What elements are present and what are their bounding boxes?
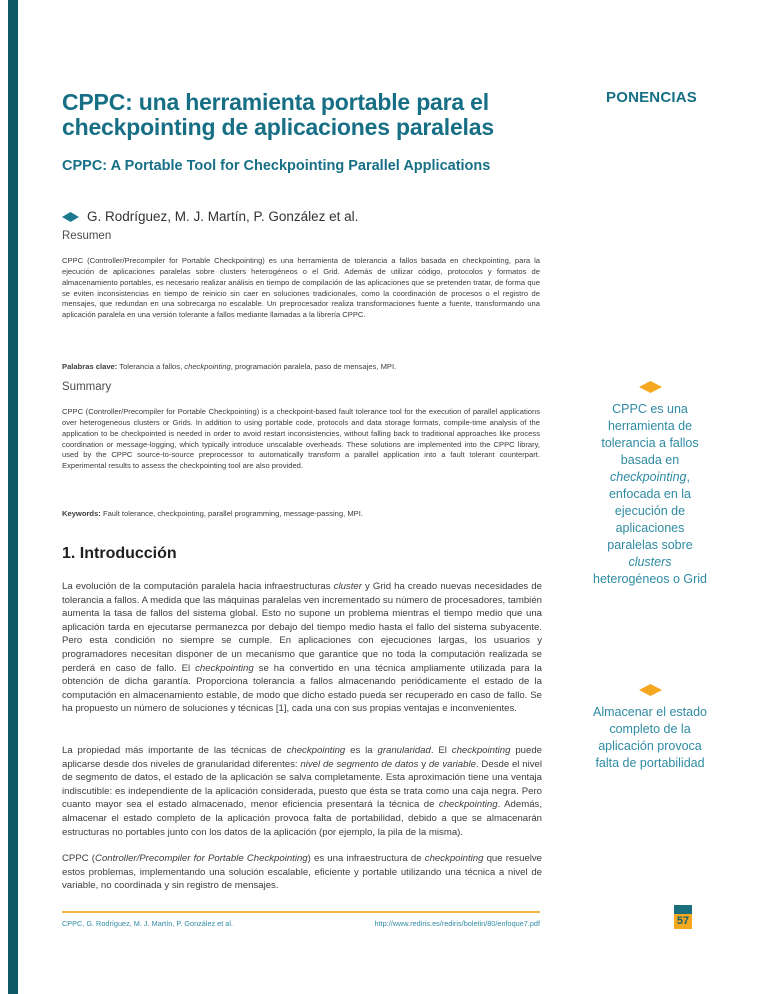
footer-citation: CPPC, G. Rodríguez, M. J. Martín, P. González et al.	[62, 919, 234, 928]
pullquote-2-text: Almacenar el estado completo de la aplicación provoca falta de portabilidad	[593, 705, 707, 770]
section-label-ponencias: PONENCIAS	[606, 89, 697, 106]
page-number: 57	[674, 914, 692, 929]
intro-paragraph-1: La evolución de la computación paralela hacia infraestructuras cluster y Grid ha creado nuevas necesidades de tolerancia a fallos. A medida que las máquinas paralelas ven incrementado su número de procesadores, también aumenta la tasa de fallos del sistema global. Esto no supone un problema mientras el tiempo medio que una aplicación tarda en ejecutarse permanezca por debajo del tiempo medio hasta el fallo del sistema subyacente. Pero esta condición no siempre se cumple. En aplicaciones con ejecuciones largas, los usuarios y programadores necesitan disponer de un mecanismo que garantice que no toda la computación realizada se perderá en caso de fallo. El checkpointing se ha convertido en una técnica ampliamente utilizada para la obtención de dicha garantía. Proporciona tolerancia a fallos almacenando periódicamente el estado de la computación en almacenamiento estable, de modo que dicho estado pueda ser recuperado en caso de fallo. Se ha propuesto un número de soluciones y técnicas [1], cada una con sus propias ventajas e inconvenientes.	[62, 581, 542, 715]
palabras-clave-line: Palabras clave: Tolerancia a fallos, checkpointing, programación paralela, paso de mensajes, MPI.	[62, 362, 397, 371]
pullquote-1	[570, 381, 730, 588]
page-edge-stripe	[8, 0, 18, 994]
summary-body: CPPC (Controller/Precompiler for Portable Checkpointing) is a checkpoint-based fault tolerance tool for the execution of parallel applications over heterogeneous clusters or Grids. In addition to using portable code, protocols and data storage formats, compile-time analysis of the application to be checkpointed is needed in order to avoid restart inconsistencies, without falling back to traditional approaches like process coordination or message-logging, which typically introduce unscalable overheads. These solutions are implemented into the CPPC library, used by the CPPC source-to-source preprocessor to automatically transform a parallel application into a fault tolerant counterpart. Experimental results to assess the checkpointing tool are also provided.	[62, 407, 540, 471]
intro-paragraph-2: La propiedad más importante de las técnicas de checkpointing es la granularidad. El checkpointing puede aplicarse desde dos niveles de granularidad diferentes: nivel de segmento de datos y de variable. Desde el nivel de segmento de datos, el estado de la aplicación se salva completamente. Esta aproximación tiene una ventaja indiscutible: es independiente de la aplicación considerada, puesto que ésta se trata como una caja negra. Pero cuanto mayor sea el estado almacenado, menor eficiencia presentará la técnica de checkpointing. Además, almacenar el estado completo de la aplicación provoca falta de portabilidad, debido a que se almacenarán estructuras no portables junto con los datos de la aplicación (por ejemplo, la pila de la misma).	[62, 745, 543, 838]
pullquote-diamond-icon	[639, 684, 662, 696]
resumen-heading: Resumen	[62, 230, 112, 242]
keywords-line: Keywords: Fault tolerance, checkpointing, parallel programming, message-passing, MPI.	[62, 509, 363, 518]
author-diamond-icon	[62, 212, 79, 222]
pullquote-2	[570, 684, 730, 772]
page-title: CPPC: una herramienta portable para el checkpointing de aplicaciones paralelas	[62, 89, 494, 140]
authors-text: G. Rodríguez, M. J. Martín, P. González et al.	[87, 209, 359, 224]
pullquote-1-text: CPPC es una herramienta de tolerancia a fallos basada en checkpointing, enfocada en la ejecución de aplicaciones paralelas sobre clusters heterogéneos o Grid	[593, 402, 707, 586]
resumen-body: CPPC (Controller/Precompiler for Portable Checkpointing) es una herramienta de tolerancia a fallos basada en checkpointing, para la ejecución de aplicaciones paralelas sobre clusters heterogéneos o el Grid. Además de utilizar código, protocolos y formatos de almacenamiento portables, es necesario realizar análisis en tiempo de compilación de las aplicaciones que se pretenden tratar, de forma que se eviten inconsistencias en tiempo de reinicio sin caer en soluciones tradicionales, como la coordinación de procesos o el registro de mensajes, que redundan en una sobrecarga no escalable. Un preprocesador realiza transformaciones fuente a fuente, transformando una aplicación paralela en una versión tolerante a fallos mediante llamadas a la librería CPPC.	[62, 256, 540, 320]
authors-line	[62, 209, 358, 224]
page-number-badge	[674, 905, 692, 929]
summary-heading: Summary	[62, 381, 112, 393]
intro-paragraph-3: CPPC (Controller/Precompiler for Portable Checkpointing) es una infraestructura de checkpointing que resuelve estos problemas, implementando una solución escalable, eficiente y portable utilizando una técnica a nivel de variable, no coordinada y sin registro de mensajes.	[62, 853, 543, 892]
page-subtitle: CPPC: A Portable Tool for Checkpointing Parallel Applications	[62, 158, 491, 174]
footer-rule	[62, 911, 540, 913]
intro-heading: 1. Introducción	[62, 545, 177, 562]
pullquote-diamond-icon	[639, 381, 662, 393]
footer-url-link[interactable]: http://www.rediris.es/rediris/boletin/80/enfoque7.pdf	[374, 919, 540, 928]
badge-teal-block	[674, 905, 692, 914]
